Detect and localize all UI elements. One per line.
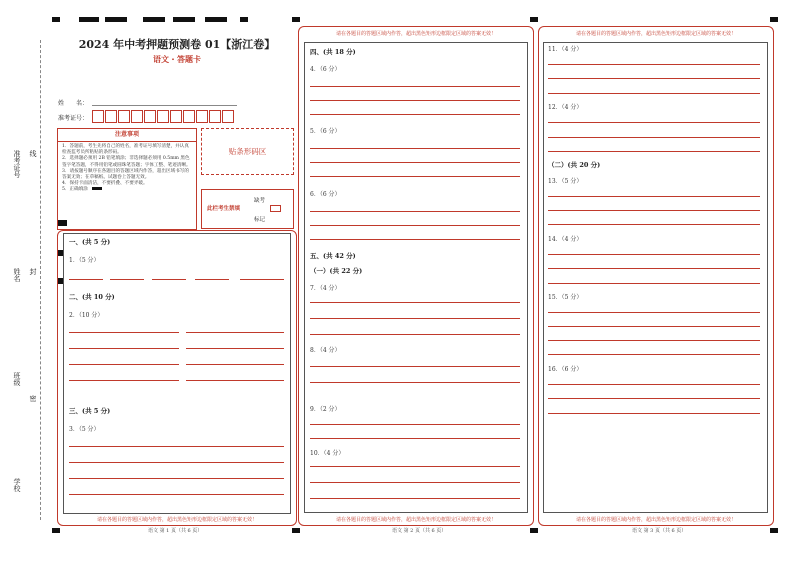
question-label: 7．（4 分）: [310, 285, 341, 292]
alignment-mark: [143, 17, 165, 22]
binding-line: [40, 40, 41, 520]
absent-mark-1: 缺考: [254, 198, 266, 204]
section-heading: 二、(共 10 分): [69, 293, 115, 301]
seal-char: 封: [29, 268, 37, 275]
answer-line: [310, 382, 520, 383]
seal-char: 线: [29, 150, 37, 157]
answer-line: [186, 332, 284, 333]
question-label: 15．（5 分）: [548, 294, 583, 301]
seal-char: 密: [29, 395, 37, 402]
alignment-mark: [173, 17, 195, 22]
note-item: 5．正确填涂: [62, 187, 88, 193]
answer-line: [310, 438, 520, 439]
question-label: 1．（5 分）: [69, 257, 100, 264]
absent-checkbox[interactable]: [270, 205, 281, 212]
answer-line: [310, 114, 520, 115]
answer-line: [310, 424, 520, 425]
alignment-mark: [770, 17, 778, 22]
answer-line: [548, 93, 760, 94]
answer-line: [310, 148, 520, 149]
warning-text: 请在各题目的答题区域内作答，超出黑色矩形边框限定区域的答案无效！: [575, 31, 736, 37]
barcode-area: [201, 128, 294, 175]
page-subtitle: 语文・答题卡: [153, 54, 201, 64]
answer-line: [69, 364, 179, 365]
exam-no-boxes[interactable]: [92, 110, 235, 123]
side-label-name: 姓名: [13, 268, 21, 282]
answer-line: [548, 196, 760, 197]
answer-line: [310, 318, 520, 319]
answer-line: [240, 279, 284, 280]
side-label-exam-no: 准考证号: [13, 150, 21, 178]
answer-line: [186, 380, 284, 381]
notes-title: 注意事项: [58, 129, 196, 142]
section-heading: 四、(共 18 分): [310, 48, 356, 56]
section-heading: 五、(共 42 分): [310, 252, 356, 260]
question-label: 14．（4 分）: [548, 236, 583, 243]
question-label: 10．（4 分）: [310, 450, 345, 457]
answer-line: [69, 279, 103, 280]
answer-line: [548, 340, 760, 341]
side-label-class: 班级: [13, 372, 21, 386]
alignment-mark: [292, 528, 300, 533]
answer-area-page2: [304, 42, 528, 513]
note-item: 3．请按题号顺序在各题目的答题区域内作答，超出区域书写的答案无效；在草稿纸、试题卷上答题无效。: [62, 168, 189, 181]
question-label: 5．（6 分）: [310, 128, 341, 135]
page-footer: 语文 第 1 页（共 6 页）: [148, 528, 203, 534]
answer-area-page3: [543, 42, 768, 513]
section-heading: 三、(共 5 分): [69, 407, 111, 415]
answer-line: [310, 211, 520, 212]
answer-line: [310, 302, 520, 303]
answer-line: [548, 326, 760, 327]
filled-sample-icon: [92, 187, 102, 190]
answer-line: [195, 279, 229, 280]
answer-line: [69, 380, 179, 381]
answer-line: [186, 348, 284, 349]
answer-line: [69, 478, 284, 479]
note-item: 4．保持卡面清洁，不要折叠、不要弄破。: [62, 181, 148, 187]
answer-line: [548, 122, 760, 123]
page-footer: 语文 第 3 页（共 6 页）: [632, 528, 687, 534]
alignment-mark: [79, 17, 99, 22]
note-item: 2．选择题必须用 2B 铅笔填涂；非选择题必须用 0.5mm 黑色签字笔答题，不得用铅笔或圆珠笔答题；字体工整、笔迹清晰。: [62, 156, 191, 168]
question-label: 3．（5 分）: [69, 426, 100, 433]
question-label: 6．（6 分）: [310, 191, 341, 198]
subsection-heading: （二）(共 20 分): [548, 161, 601, 169]
alignment-mark: [530, 528, 538, 533]
absent-label: 此栏考生禁填: [207, 206, 241, 212]
answer-line: [310, 498, 520, 499]
section-heading: 一、(共 5 分): [69, 238, 111, 246]
question-label: 13．（5 分）: [548, 178, 583, 185]
answer-line: [186, 364, 284, 365]
name-label: 姓 名：: [58, 100, 89, 107]
warning-text: 请在各题目的答题区域内作答，超出黑色矩形边框限定区域的答案无效！: [96, 517, 257, 523]
answer-line: [548, 312, 760, 313]
answer-line: [548, 283, 760, 284]
question-label: 2．（10 分）: [69, 312, 104, 319]
warning-text: 请在各题目的答题区域内作答，超出黑色矩形边框限定区域的答案无效！: [335, 517, 496, 523]
answer-line: [69, 348, 179, 349]
answer-line: [310, 225, 520, 226]
warning-text: 请在各题目的答题区域内作答，超出黑色矩形边框限定区域的答案无效！: [575, 517, 736, 523]
alignment-mark: [205, 17, 227, 22]
answer-line: [69, 494, 284, 495]
answer-line: [310, 334, 520, 335]
answer-line: [310, 239, 520, 240]
answer-line: [548, 78, 760, 79]
answer-line: [548, 398, 760, 399]
alignment-mark: [105, 17, 127, 22]
answer-area-page1: [63, 233, 291, 514]
exam-no-label: 准考证号：: [58, 115, 89, 122]
alignment-mark: [770, 528, 778, 533]
answer-line: [548, 384, 760, 385]
page-footer: 语文 第 2 页（共 6 页）: [392, 528, 447, 534]
answer-line: [69, 332, 179, 333]
answer-line: [310, 100, 520, 101]
answer-line: [152, 279, 186, 280]
answer-line: [310, 86, 520, 87]
note-item: 1．答题前，考生先将自己的姓名，准考证号填写清楚，并认真检查监考员所粘贴的条形码。: [62, 144, 189, 156]
question-label: 4．（6 分）: [310, 66, 341, 73]
alignment-mark: [530, 17, 538, 22]
answer-line: [548, 354, 760, 355]
answer-line: [69, 446, 284, 447]
alignment-mark: [292, 17, 300, 22]
alignment-mark: [240, 17, 248, 22]
question-label: 11．（4 分）: [548, 46, 583, 53]
answer-line: [548, 268, 760, 269]
answer-line: [548, 413, 760, 414]
warning-text: 请在各题目的答题区域内作答，超出黑色矩形边框限定区域的答案无效！: [335, 31, 496, 37]
answer-line: [548, 64, 760, 65]
answer-line: [310, 482, 520, 483]
alignment-mark: [52, 17, 60, 22]
answer-line: [548, 151, 760, 152]
answer-line: [69, 462, 284, 463]
absent-box: [201, 189, 294, 229]
side-label-school: 学校: [13, 478, 21, 492]
question-label: 12．（4 分）: [548, 104, 583, 111]
answer-line: [548, 224, 760, 225]
answer-line: [548, 137, 760, 138]
question-label: 16．（6 分）: [548, 366, 583, 373]
question-label: 9．（2 分）: [310, 406, 341, 413]
question-label: 8．（4 分）: [310, 347, 341, 354]
answer-line: [110, 279, 144, 280]
page-title: 2024 年中考押题预测卷 01【浙江卷】: [78, 38, 276, 51]
barcode-area-label: 贴条形码区: [228, 147, 267, 156]
answer-line: [310, 176, 520, 177]
notes-box: [57, 128, 197, 230]
subsection-heading: （一）(共 22 分): [310, 267, 363, 275]
alignment-mark: [52, 528, 60, 533]
answer-line: [548, 254, 760, 255]
answer-line: [310, 466, 520, 467]
answer-line: [310, 162, 520, 163]
answer-line: [310, 366, 520, 367]
absent-mark-2: 标记: [254, 217, 266, 223]
name-field[interactable]: [92, 105, 237, 106]
answer-line: [548, 210, 760, 211]
